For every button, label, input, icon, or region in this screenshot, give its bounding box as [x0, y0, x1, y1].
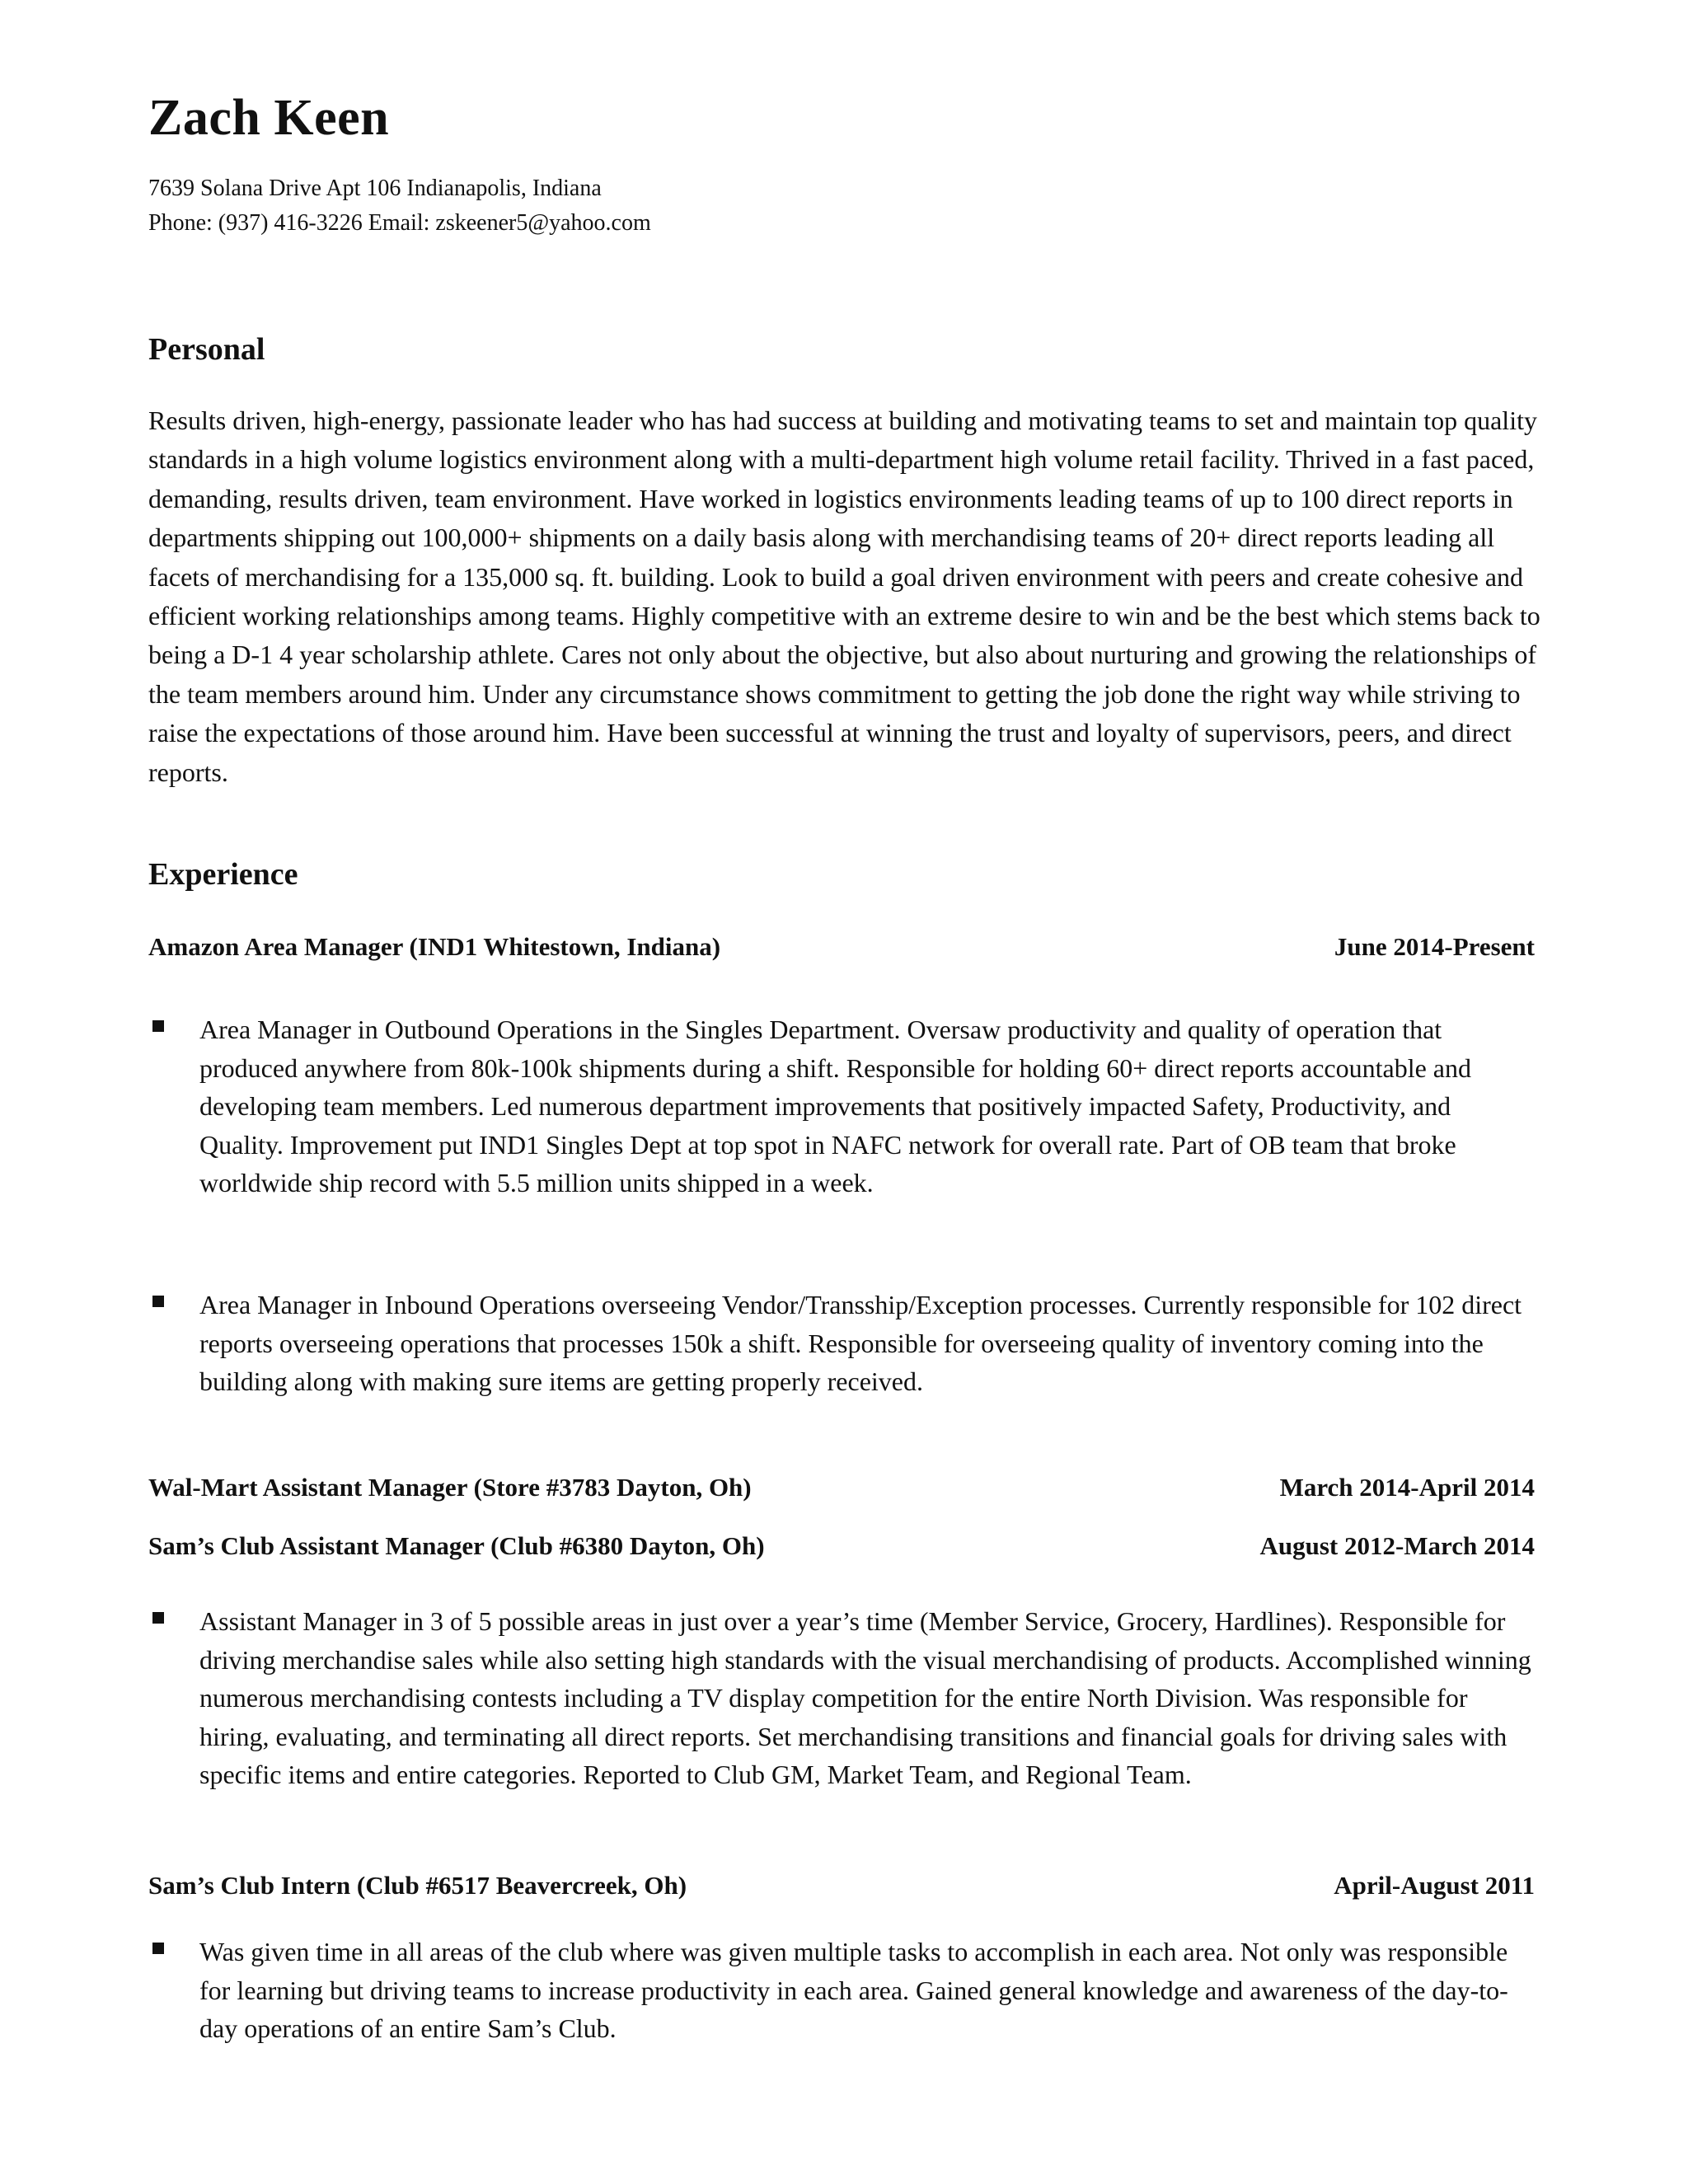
address-line: 7639 Solana Drive Apt 106 Indianapolis, Indiana [148, 176, 602, 201]
bullet-item [148, 1933, 1550, 2048]
job-title: Wal-Mart Assistant Manager (Store #3783 Dayton, Oh) [148, 1473, 752, 1502]
bullet-text: Was given time in all areas of the club where was given multiple tasks to accomplish in each area. Not only was responsible for learning but driving teams to increase productivity in each area. Gained general knowledge and awareness of the day-to-day operations of an entire Sam’s Club. [199, 1937, 1508, 2044]
job-entry-sams-club-intern [148, 1872, 1535, 1898]
job-title: Sam’s Club Assistant Manager (Club #6380 Dayton, Oh) [148, 1531, 765, 1560]
job-title: Amazon Area Manager (IND1 Whitestown, Indiana) [148, 932, 721, 961]
bullet-item [148, 1602, 1550, 1794]
personal-heading: Personal [148, 332, 265, 367]
candidate-name: Zach Keen [148, 90, 390, 146]
contact-line: Phone: (937) 416-3226 Email: zskeener5@yahoo.com [148, 210, 651, 236]
job-entry-walmart [148, 1474, 1535, 1500]
job-entry-amazon [148, 934, 1535, 959]
bullet-item [148, 1010, 1550, 1202]
job-entry-sams-club-assistant [148, 1533, 1535, 1558]
personal-summary: Results driven, high-energy, passionate leader who has had success at building and motivating teams to set and maintain top quality standards in a high volume logistics environment along with a multi-department high volume retail facility. Thrived in a fast paced, demanding, results driven, team environment. Have worked in logistics environments leading teams of up to 100 direct reports in departments shipping out 100,000+ shipments on a daily basis along with merchandising teams of 20+ direct reports leading all facets of merchandising for a 135,000 sq. ft. building. Look to build a goal driven environment with peers and create cohesive and efficient working relationships among teams. Highly competitive with an extreme desire to win and be the best which stems back to being a D-1 4 year scholarship athlete. Cares not only about the objective, but also about nurturing and growing the relationships of the team members around him. Under any circumstance shows commitment to getting the job done the right way while striving to raise the expectations of those around him. Have been successful at winning the trust and loyalty of supervisors, peers, and direct reports. [148, 405, 1540, 787]
job-dates: April-August 2011 [1334, 1871, 1535, 1900]
bullet-item [148, 1286, 1550, 1401]
square-bullet-icon [148, 1933, 199, 1966]
job-dates: August 2012-March 2014 [1259, 1531, 1535, 1560]
job-title: Sam’s Club Intern (Club #6517 Beavercreek, Oh) [148, 1871, 687, 1900]
job-dates: March 2014-April 2014 [1279, 1473, 1535, 1502]
square-bullet-icon [148, 1010, 199, 1043]
square-bullet-icon [148, 1286, 199, 1319]
job-dates: June 2014-Present [1334, 932, 1535, 961]
bullet-text: Area Manager in Outbound Operations in the Singles Department. Oversaw productivity and quality of operation that produced anywhere from 80k-100k shipments during a shift. Responsible for holding 60+ direct reports accountable and developing team members. Led numerous department improvements that positively impacted Safety, Productivity, and Quality. Improvement put IND1 Singles Dept at top spot in NAFC network for overall rate. Part of OB team that broke worldwide ship record with 5.5 million units shipped in a week. [199, 1015, 1471, 1198]
square-bullet-icon [148, 1602, 199, 1635]
experience-heading: Experience [148, 857, 298, 892]
bullet-text: Area Manager in Inbound Operations overseeing Vendor/Transship/Exception processes. Currently responsible for 102 direct reports overseeing operations that processes 150k a shift. Responsible for overseeing quality of inventory coming into the building along with making sure items are getting properly received. [199, 1290, 1522, 1397]
bullet-text: Assistant Manager in 3 of 5 possible areas in just over a year’s time (Member Service, Grocery, Hardlines). Responsible for driving merchandise sales while also setting high standards with the visual merchandising of products. Accomplished winning numerous merchandising contests including a TV display competition for the entire North Division. Was responsible for hiring, evaluating, and terminating all direct reports. Set merchandising transitions and financial goals for driving sales with specific items and entire categories. Reported to Club GM, Market Team, and Regional Team. [199, 1606, 1531, 1790]
